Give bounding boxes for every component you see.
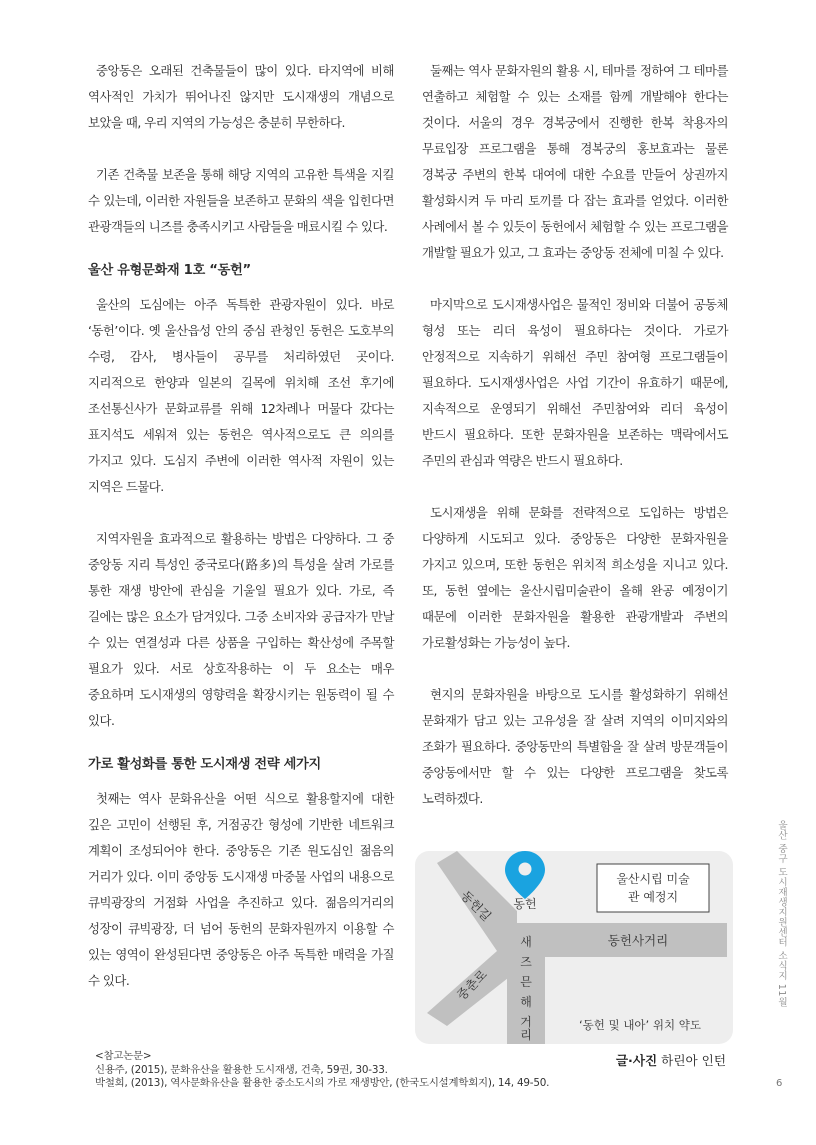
donghun-label: 동헌 <box>513 897 537 911</box>
left-column <box>88 58 394 994</box>
reference-item: 박철희, (2013), 역사문화유산을 활용한 중소도시의 가로 재생방안, (한국도시설계학회지), 14, 49-50. <box>95 1077 550 1089</box>
paragraph: 기존 건축물 보존을 통해 해당 지역의 고유한 특색을 지킬 수 있는데, 이러한 자원들을 보존하고 문화의 색을 입힌다면 관광객들의 니즈를 충족시키고 사람들을 매료시킬 수 있다. <box>88 167 394 234</box>
reference-item: 신용주, (2015), 문화유산을 활용한 도시재생, 건축, 59권, 30-33. <box>95 1063 388 1076</box>
map-caption: ‘동헌 및 내아’ 위치 약도 <box>579 1018 701 1032</box>
paragraph: 지역자원을 효과적으로 활용하는 방법은 다양하다. 그 중 중앙동 지리 특성인 중국로다(路多)의 특성을 살려 가로를 통한 재생 방안에 관심을 기울일 필요가 있다. 가로, 즉 길에는 많은 요소가 담겨있다. 그중 소비자와 공급자가 만날 수 있는 연결성과 다른 상품을 구입하는 확산성에 주목할 필요가 있다. 서로 상호작용하는 이 두 요소는 매우 중요하며 도시재생의 영향력을 확장시키는 원동력이 될 수 있다. <box>88 531 394 728</box>
saejumun-char: 믄 <box>520 975 532 989</box>
references-title: <참고논문> <box>95 1050 152 1062</box>
paragraph: 첫째는 역사 문화유산을 어떤 식으로 활용할지에 대한 깊은 고민이 선행된 후, 거점공간 형성에 기반한 네트워크 계획이 조성되어야 한다. 중앙동은 기존 원도심인 젊음의 거리가 있다. 이미 중앙동 도시재생 마중물 사업의 내용으로 큐빅광장의 거점화 사업을 추진하고 있다. 젊음의거리의 성장이 큐빅광장, 더 넘어 동헌의 문화자원까지 이용할 수 있는 영역이 완성된다면 중앙동은 아주 독특한 매력을 가질 수 있다. <box>88 791 394 988</box>
paragraph: 도시재생을 위해 문화를 전략적으로 도입하는 방법은 다양하게 시도되고 있다. 중앙동은 다양한 문화자원을 가지고 있으며, 또한 동헌은 위치적 희소성을 지니고 있다. 또, 동헌 옆에는 울산시립미술관이 올해 완공 예정이기 때문에 이러한 문화자원을 활용한 관광개발과 주변의 가로활성화는 가능성이 높다. <box>422 505 728 650</box>
paragraph: 중앙동은 오래된 건축물들이 많이 있다. 타지역에 비해 역사적인 가치가 뛰어나진 않지만 도시재생의 개념으로 보았을 때, 우리 지역의 가능성은 충분히 무한하다. <box>88 63 394 130</box>
paragraph: 마지막으로 도시재생사업은 물적인 정비와 더불어 공동체 형성 또는 리더 육성이 필요하다는 것이다. 가로가 안정적으로 지속하기 위해선 주민 참여형 프로그램들이 필요하다. 도시재생사업은 사업 기간이 유효하기 때문에, 지속적으로 운영되기 위해선 주민참여와 리더 육성이 반드시 필요하다. 또한 문화자원을 보존하는 맥락에서도 주민의 관심과 역량은 반드시 필요하다. <box>422 297 728 468</box>
location-map <box>415 851 733 1044</box>
saejumun-char: 새 <box>520 935 532 949</box>
section-heading: 가로 활성화를 통한 도시재생 전략 세가지 <box>88 757 321 772</box>
byline-author: 하린아 인턴 <box>657 1053 726 1068</box>
saejumun-char: 즈 <box>520 955 532 969</box>
page-number: 6 <box>776 1078 783 1089</box>
paragraph: 울산의 도심에는 아주 독특한 관광자원이 있다. 바로 ‘동헌’이다. 옛 울산읍성 안의 중심 관청인 동헌은 도호부의 수령, 감사, 병사들이 공무를 처리하였던 곳이다. 지리적으로 한양과 일본의 길목에 위치해 조선 후기에 조선통신사가 문화교류를 위해 12차례나 머물다 갔다는 표지석도 세워져 있는 동헌은 역사적으로도 큰 의의를 가지고 있다. 도심지 주변에 이러한 역사적 자원이 있는 지역은 드물다. <box>88 297 394 494</box>
paragraph: 둘째는 역사 문화자원의 활용 시, 테마를 정하여 그 테마를 연출하고 체험할 수 있는 소재를 함께 개발해야 한다는 것이다. 서울의 경우 경복궁에서 진행한 한복 착용자의 무료입장 프로그램을 통해 경복궁의 홍보효과는 물론 경복궁 주변의 한복 대여에 대한 수요를 만들어 상권까지 활성화시켜 두 마리 토끼를 다 잡는 효과를 얻었다. 이러한 사례에서 볼 수 있듯이 동헌에서 체험할 수 있는 프로그램을 개발할 필요가 있고, 그 효과는 중앙동 전체에 미칠 수 있다. <box>422 63 728 260</box>
saejumun-char: 거 <box>520 1015 532 1029</box>
section-heading: 울산 유형문화재 1호 “동헌” <box>88 263 251 278</box>
donghun-sageori-label: 동헌사거리 <box>607 933 669 948</box>
jungchunro-label: 중춘로 <box>453 966 490 1003</box>
byline-label: 글·사진 <box>615 1053 658 1068</box>
museum-label: 울산시립 미술 <box>616 872 690 886</box>
byline <box>616 1050 726 1069</box>
museum-label: 관 예정지 <box>627 890 679 904</box>
paragraph: 현지의 문화자원을 바탕으로 도시를 활성화하기 위해선 문화재가 담고 있는 고유성을 잘 살려 지역의 이미지와의 조화가 필요하다. 중앙동만의 특별함을 잘 살려 방문객들이 중앙동에서만 할 수 있는 다양한 프로그램을 찾도록 노력하겠다. <box>422 687 728 806</box>
saejumun-char: 해 <box>520 995 532 1009</box>
side-publication-title: 울산 중구 도시재생지원센터 소식지 11월 <box>776 820 787 1007</box>
donghun-gil-label: 동헌길 <box>458 887 495 924</box>
right-column <box>422 58 728 812</box>
saejumun-char: 리 <box>520 1028 532 1042</box>
